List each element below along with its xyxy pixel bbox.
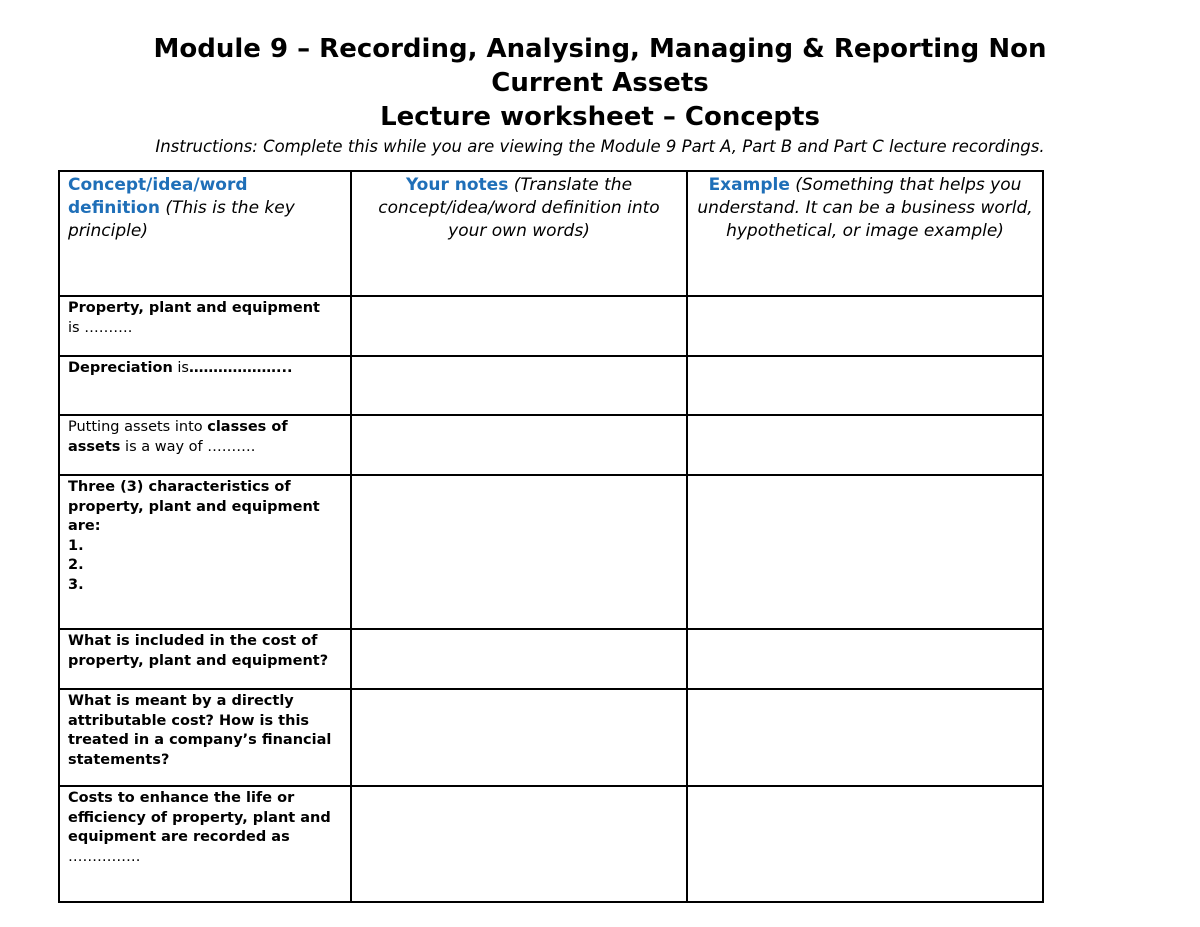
example-cell[interactable] — [687, 296, 1043, 356]
concept-char-2: 2. — [68, 557, 84, 573]
concept-enhance-dots: …………… — [68, 848, 141, 865]
header-example — [687, 171, 1043, 296]
header-notes — [351, 171, 687, 296]
notes-cell[interactable] — [351, 415, 687, 475]
concept-cell-depreciation — [59, 356, 351, 415]
table-header-row — [59, 171, 1043, 296]
concept-enhance-text: Costs to enhance the life or efficiency of property, plant and equipment are recorded as — [68, 790, 331, 845]
concept-classes-post: is a way of ………. — [120, 438, 256, 455]
concept-char-3: 3. — [68, 576, 84, 593]
concept-char-1: 1. — [68, 537, 84, 554]
notes-cell[interactable] — [351, 475, 687, 629]
concept-depr-dots: ………………... — [188, 360, 293, 376]
table-row — [59, 786, 1043, 902]
concept-dac-text: What is meant by a directly attributable cost? How is this treated in a company’s financial statements? — [68, 693, 332, 768]
header-concept — [59, 171, 351, 296]
concept-depr-bold: Depreciation — [68, 360, 173, 376]
table-row — [59, 296, 1043, 356]
concept-cost-text: What is included in the cost of property, plant and equipment? — [68, 633, 329, 669]
title-line-3: Lecture worksheet – Concepts — [380, 102, 820, 132]
concept-depr-is: is — [172, 360, 189, 376]
concept-cell-characteristics — [59, 475, 351, 629]
notes-cell[interactable] — [351, 356, 687, 415]
concept-ppe-rest: is ………. — [68, 319, 133, 336]
example-cell[interactable] — [687, 629, 1043, 689]
title-line-1: Module 9 – Recording, Analysing, Managing & Reporting Non — [153, 34, 1047, 64]
title-line-2: Current Assets — [491, 68, 709, 98]
table-row — [59, 689, 1043, 786]
table-row — [59, 629, 1043, 689]
concept-cell-enhance — [59, 786, 351, 902]
header-concept-rest: (This is the key principle) — [68, 198, 295, 241]
concept-char-text: Three (3) characteristics of property, plant and equipment are: — [68, 479, 320, 534]
concept-classes-pre: Putting assets into — [68, 419, 208, 435]
example-cell[interactable] — [687, 689, 1043, 786]
table-row — [59, 475, 1043, 629]
header-notes-rest: (Translate the concept/idea/word definition into your own words) — [378, 175, 660, 241]
header-example-bold: Example — [708, 175, 790, 195]
concept-cell-directly-attributable — [59, 689, 351, 786]
notes-cell[interactable] — [351, 786, 687, 902]
example-cell[interactable] — [687, 356, 1043, 415]
example-cell[interactable] — [687, 415, 1043, 475]
concept-cell-classes — [59, 415, 351, 475]
example-cell[interactable] — [687, 786, 1043, 902]
concepts-table — [58, 170, 1044, 903]
concept-cell-cost — [59, 629, 351, 689]
table-row — [59, 356, 1043, 415]
concept-ppe-bold: Property, plant and equipment — [68, 300, 320, 316]
concept-cell-ppe — [59, 296, 351, 356]
example-cell[interactable] — [687, 475, 1043, 629]
notes-cell[interactable] — [351, 629, 687, 689]
header-notes-bold: Your notes — [405, 175, 509, 195]
header-concept-bold: Concept/idea/word definition — [68, 175, 248, 218]
header-example-rest: (Something that helps you understand. It can be a business world, hypothetical, or image example) — [697, 175, 1033, 241]
concept-classes-bold: classes of assets — [68, 419, 288, 455]
notes-cell[interactable] — [351, 689, 687, 786]
table-row — [59, 415, 1043, 475]
instructions: Instructions: Complete this while you are viewing the Module 9 Part A, Part B and Part C lecture recordings. — [155, 137, 1045, 156]
notes-cell[interactable] — [351, 296, 687, 356]
